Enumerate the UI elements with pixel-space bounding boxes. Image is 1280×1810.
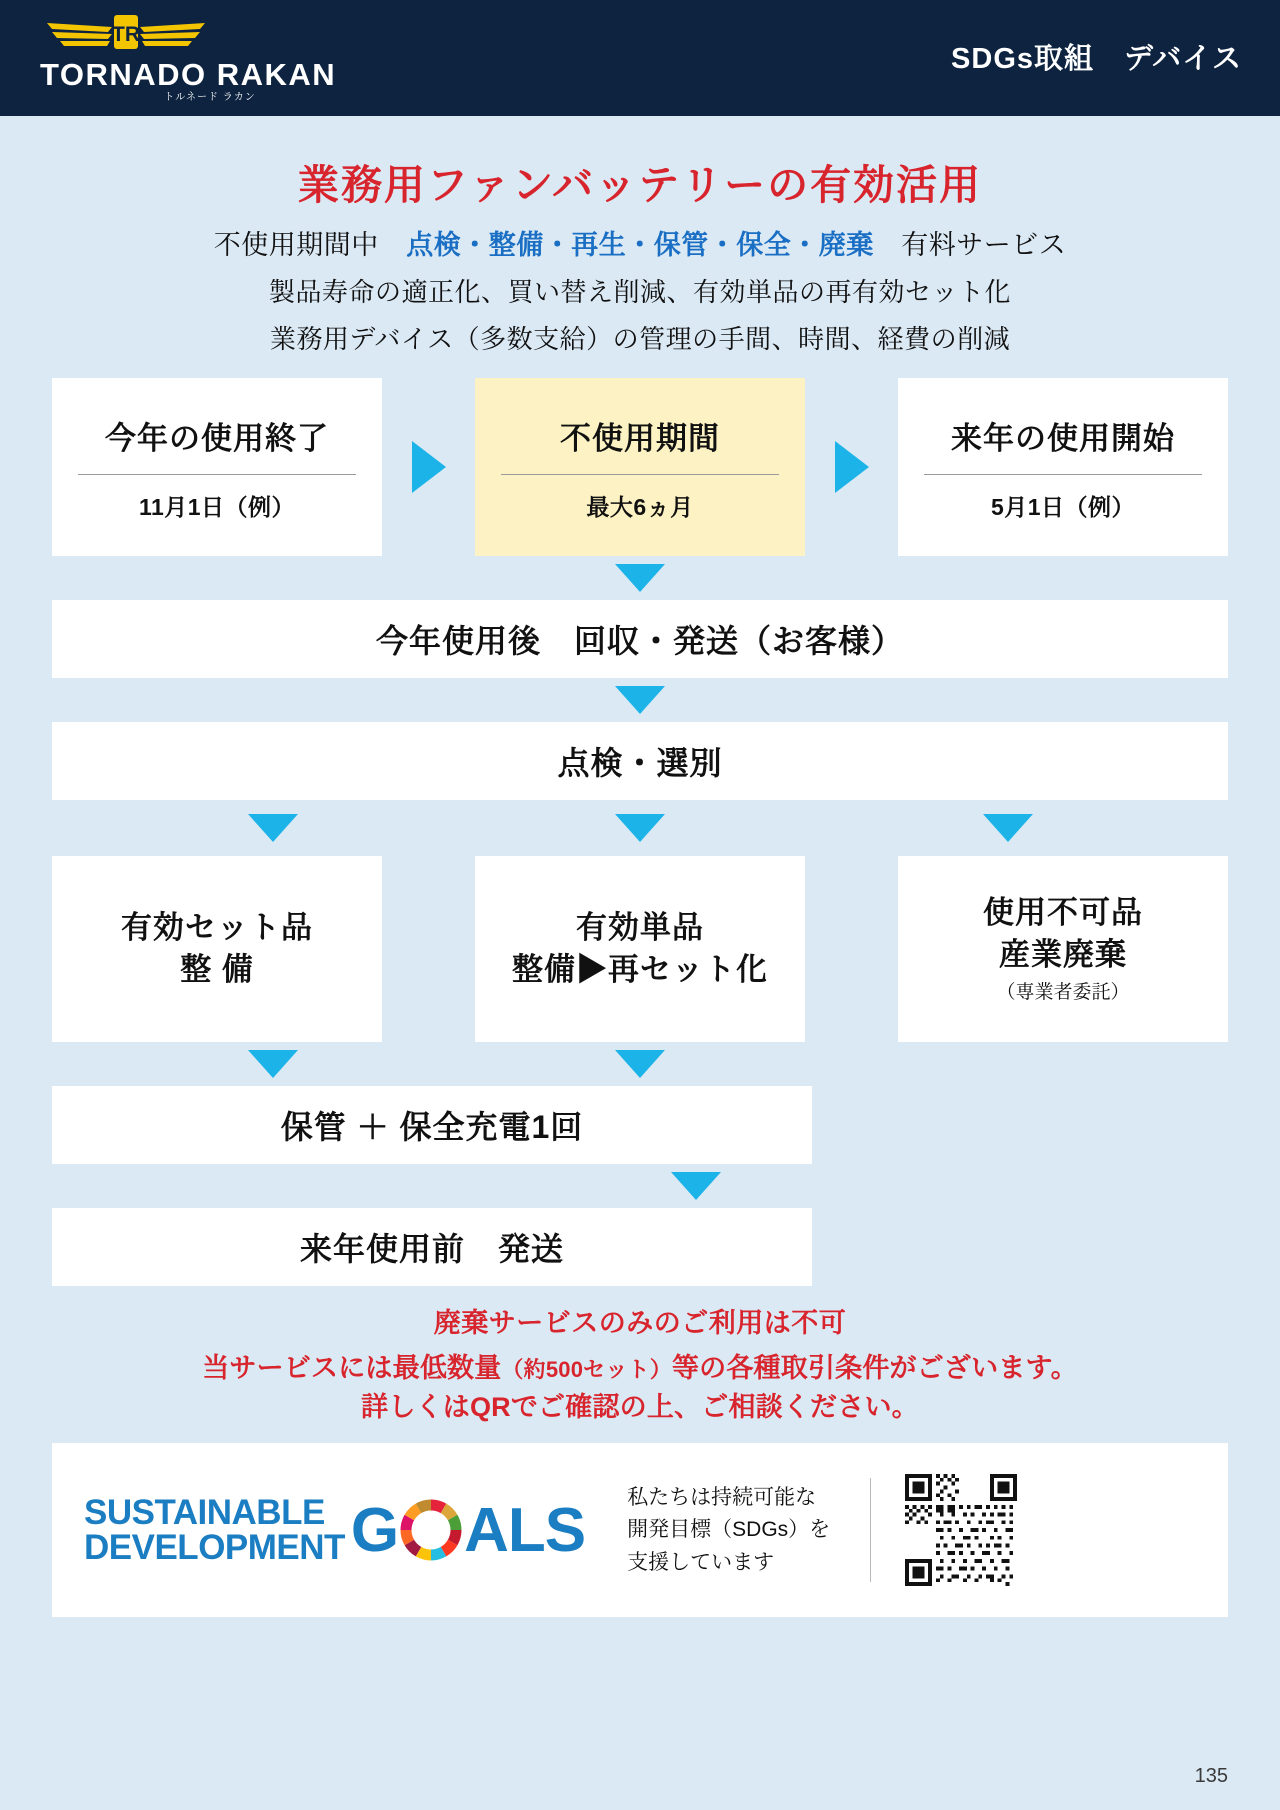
arrow-right-icon — [835, 441, 869, 493]
sdg-logo — [84, 1492, 586, 1568]
sdg-word-sustainable: SUSTAINABLE — [84, 1492, 325, 1532]
sdg-caption — [627, 1482, 830, 1580]
flow-arrow-row — [52, 1164, 1228, 1208]
sdg-caption-line-3: 支援しています — [627, 1550, 775, 1574]
note-line-2-part-b: 等の各種取引条件がございます。 — [671, 1353, 1078, 1384]
branch-arrow-col-right — [898, 806, 1228, 850]
header-title: SDGs取組 デバイス — [951, 42, 1242, 75]
divider — [501, 474, 779, 475]
arrow-down-icon — [615, 686, 665, 714]
lead-line-1-part-b: 有料サービス — [873, 230, 1067, 260]
flow-box-line-1: 有効セット品 — [121, 910, 313, 946]
arrow-down-icon — [248, 814, 298, 842]
sdg-caption-line-2: 開発目標（SDGs）を — [627, 1518, 831, 1542]
sdg-goals-g: G — [350, 1495, 399, 1565]
flow-box-line-2: 整備▶再セット化 — [512, 952, 768, 987]
arrow-down-icon — [983, 814, 1033, 842]
flow-box-detail: 11月1日（例） — [138, 493, 296, 520]
flow-box-title: 不使用期間 — [560, 420, 720, 456]
lead-line-2: 製品寿命の適正化、買い替え削減、有効単品の再有効セット化 — [268, 277, 1011, 307]
merge-arrow-col-center — [475, 1042, 805, 1086]
flow-top-row — [52, 378, 1228, 556]
flow-box-title: 今年の使用終了 — [105, 420, 329, 456]
arrow-down-icon — [615, 814, 665, 842]
sdg-wordmark — [84, 1492, 345, 1568]
flow-merge-arrows — [52, 1042, 1228, 1086]
tornado-rakan-wing-icon — [40, 13, 380, 57]
flow-branch-arrows — [52, 800, 1228, 856]
qr-code-icon[interactable] — [905, 1474, 1017, 1586]
page-title: 業務用ファンバッテリーの有効活用 — [297, 162, 983, 208]
divider — [870, 1478, 871, 1582]
sdg-panel — [52, 1443, 1228, 1617]
flow-box-detail: 最大6ヵ月 — [586, 493, 694, 520]
brand-kana: トルネード ラカン — [164, 92, 256, 103]
page-number: 135 — [1194, 1765, 1228, 1787]
sdg-goals-als: ALS — [464, 1495, 586, 1565]
sdg-word-goals — [351, 1495, 585, 1566]
flow-step-storage: 保管 ＋ 保全充電1回 — [52, 1086, 812, 1164]
branch-arrow-col-left — [52, 806, 382, 850]
note-line-3: 詳しくはQRでご確認の上、ご相談ください。 — [361, 1392, 919, 1423]
process-flow-diagram — [52, 378, 1228, 1286]
arrow-down-icon — [671, 1172, 721, 1200]
arrow-down-icon — [248, 1050, 298, 1078]
lead-line-3: 業務用デバイス（多数支給）の管理の手間、時間、経費の削減 — [269, 324, 1011, 354]
brand-logo — [40, 13, 380, 103]
flow-box-unusable — [898, 856, 1228, 1042]
flow-step-collect: 今年使用後 回収・発送（お客様） — [52, 600, 1228, 678]
flow-step-ship: 来年使用前 発送 — [52, 1208, 812, 1286]
flow-box-line-1: 使用不可品 — [983, 895, 1143, 931]
arrow-right-icon — [412, 441, 446, 493]
flow-mid-row — [52, 856, 1228, 1042]
flow-box-line-2: 産業廃棄 — [999, 937, 1127, 973]
divider — [78, 474, 356, 475]
arrow-down-icon — [615, 1050, 665, 1078]
lead-line-1-part-a: 不使用期間中 — [213, 230, 407, 260]
note-line-2 — [52, 1349, 1228, 1388]
notes-block — [52, 1304, 1228, 1427]
note-line-1: 廃棄サービスのみのご利用は不可 — [433, 1308, 847, 1338]
branch-arrow-col-center — [475, 806, 805, 850]
flow-box-valid-single — [475, 856, 805, 1042]
brand-wordmark: TORNADO RAKAN — [40, 57, 337, 92]
lead-line-1 — [52, 223, 1228, 262]
lead-line-1-highlight: 点検・整備・再生・保管・保全・廃棄 — [406, 230, 874, 260]
flow-step-inspect: 点検・選別 — [52, 722, 1228, 800]
poster-content — [0, 152, 1280, 1617]
flow-box-next-year-start — [898, 378, 1228, 556]
flow-box-valid-set — [52, 856, 382, 1042]
flow-box-idle-period — [475, 378, 805, 556]
page-header — [0, 0, 1280, 116]
sdg-color-wheel-icon — [400, 1499, 462, 1561]
arrow-down-icon — [615, 564, 665, 592]
divider — [924, 474, 1202, 475]
flow-box-title: 来年の使用開始 — [951, 420, 1175, 456]
note-line-2-part-a: 当サービスには最低数量 — [202, 1353, 502, 1384]
svg-text:TR: TR — [112, 23, 140, 46]
flow-box-line-2: 整 備 — [180, 952, 254, 987]
sdg-word-development: DEVELOPMENT — [84, 1528, 345, 1568]
merge-arrow-col-left — [52, 1042, 382, 1086]
note-line-2-small: （約500セット） — [501, 1357, 672, 1383]
flow-box-this-year-end — [52, 378, 382, 556]
flow-box-line-1: 有効単品 — [576, 910, 704, 946]
flow-box-note: （専業者委託） — [996, 982, 1130, 1004]
flow-box-detail: 5月1日（例） — [990, 493, 1136, 520]
sdg-caption-line-1: 私たちは持続可能な — [627, 1485, 817, 1509]
